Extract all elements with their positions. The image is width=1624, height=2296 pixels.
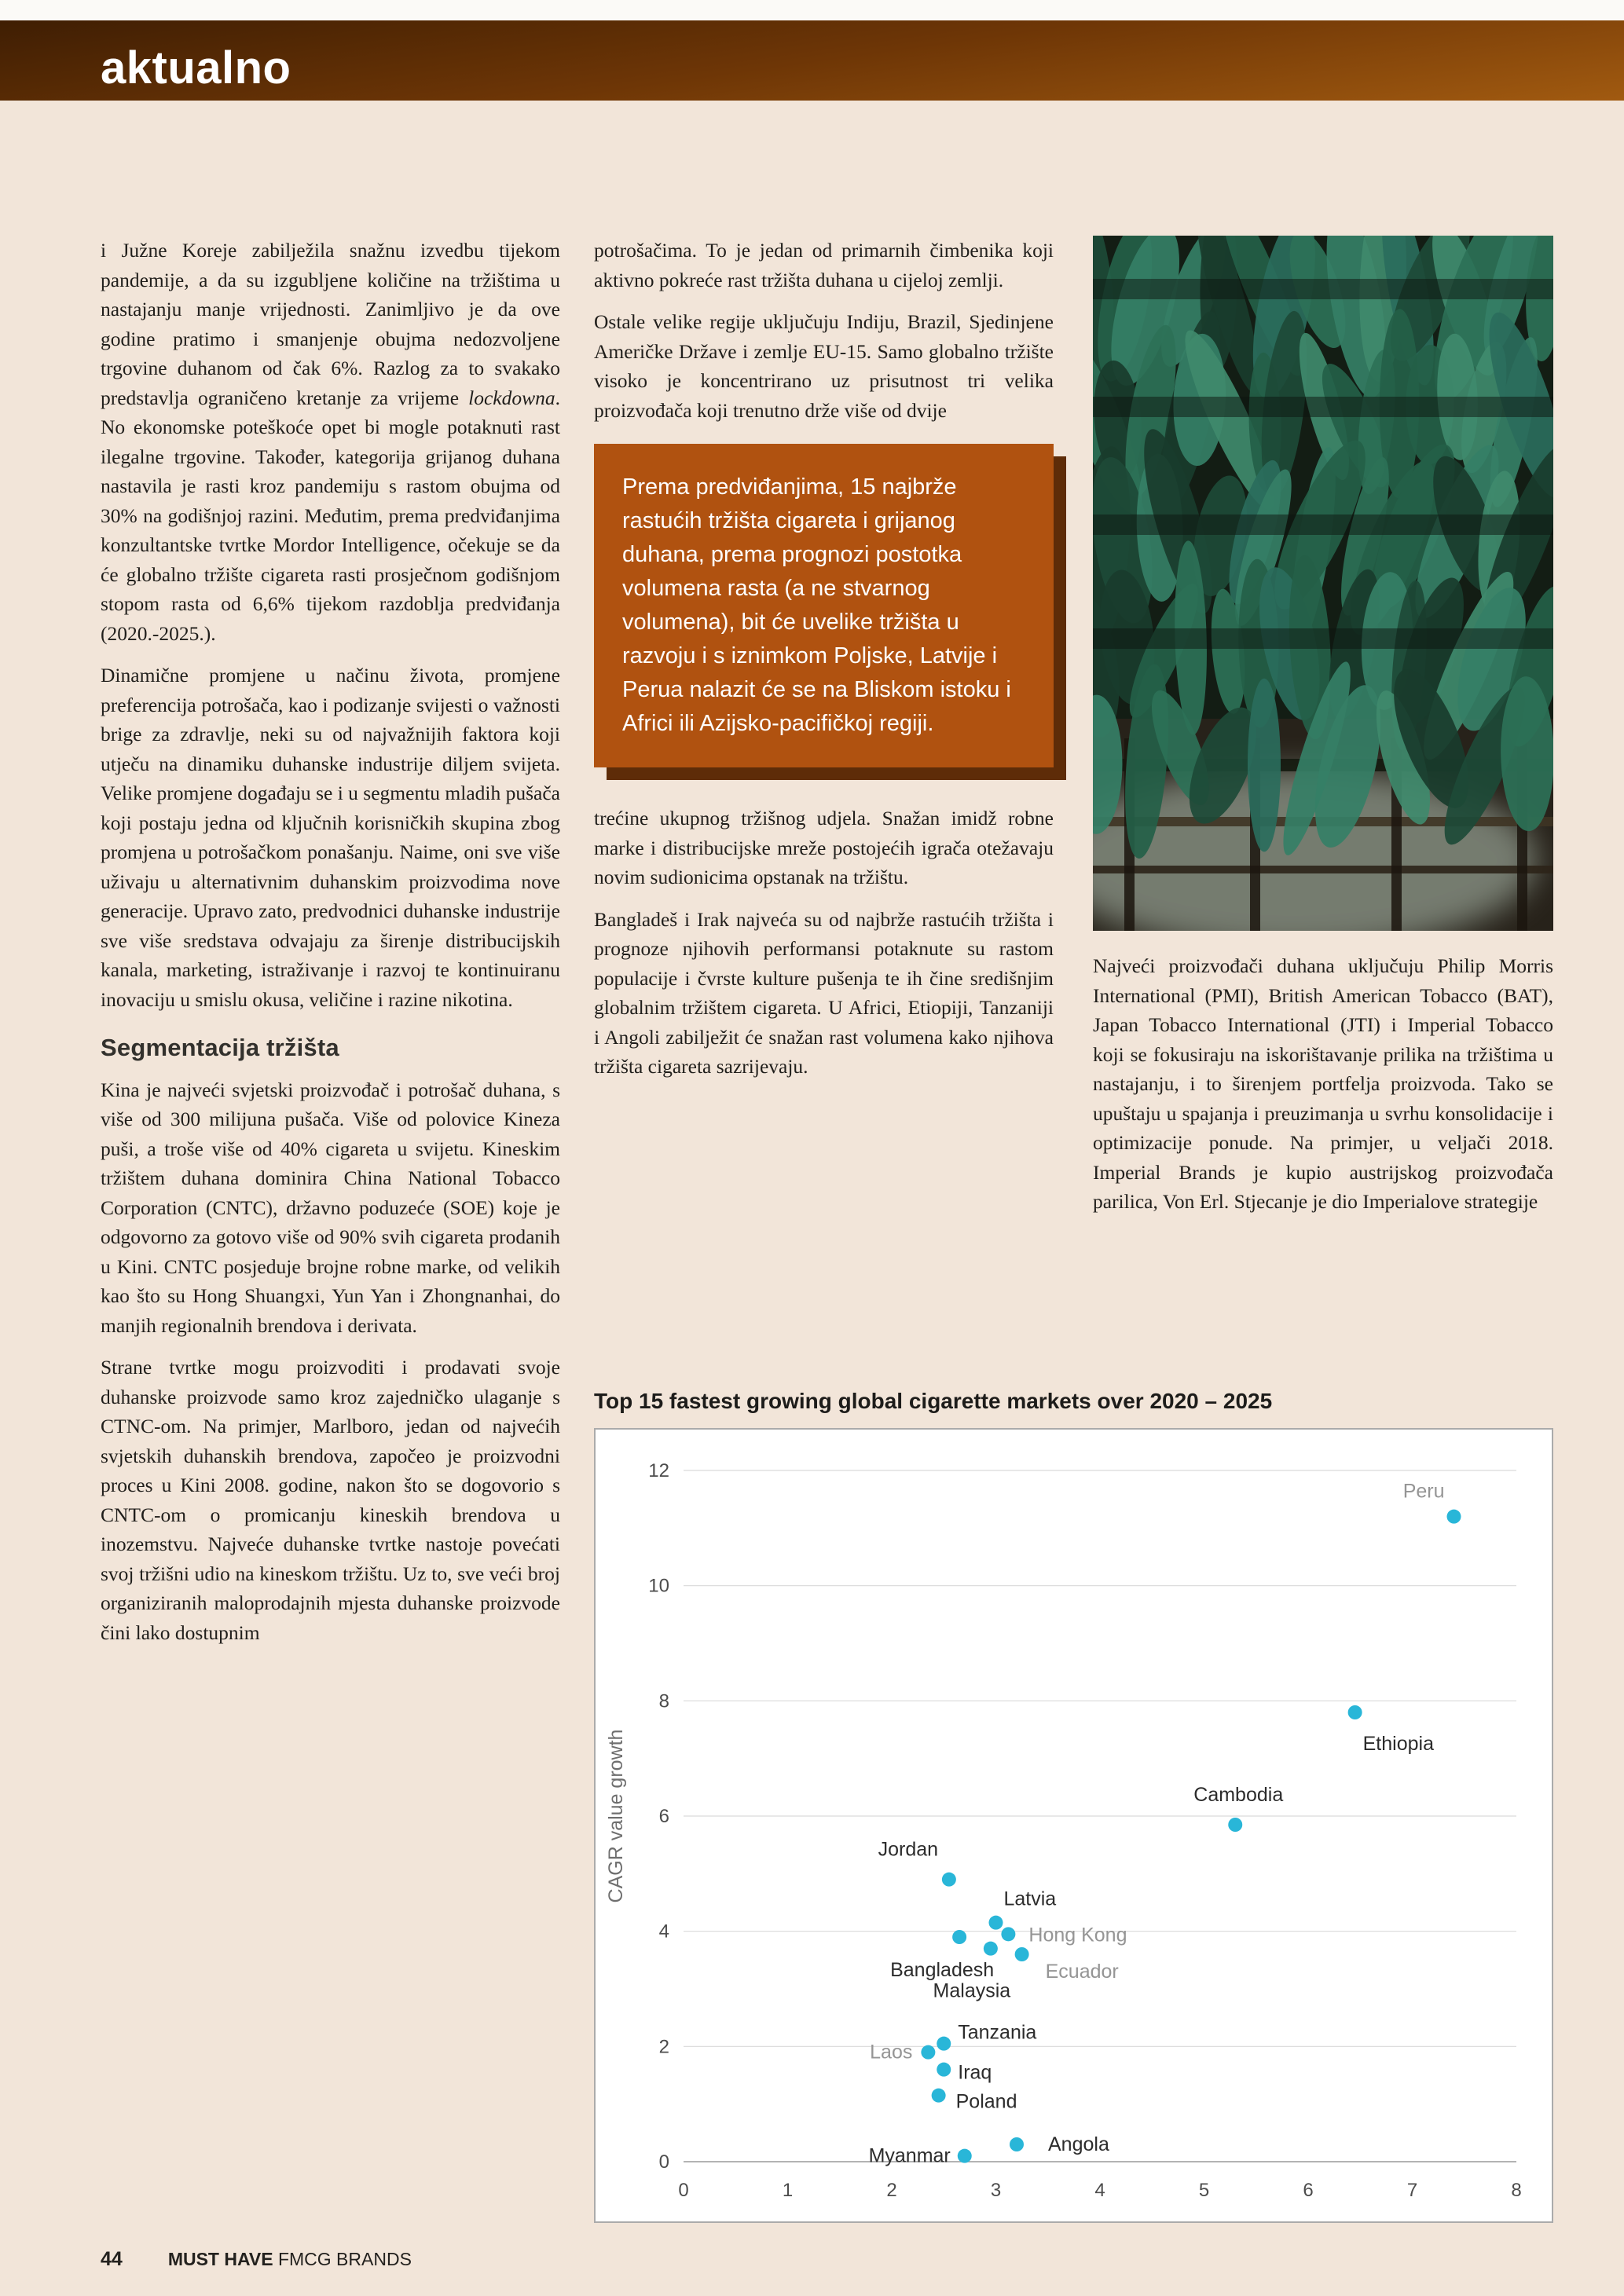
paragraph: Strane tvrtke mogu proizvoditi i prodavati svoje duhanske proizvode samo kroz zajedničko ulaganje s CTNC-om. Na primjer, Marlboro, jedan od najvećih svjetskih duhanskih brendova, započeo je proizvodni proces u Kini 2008. godine, nakon što se dogovorio s CNTC-om o promicanju kineskih brendova u inozemstvu. Najveće duhanske tvrtke nastoje povećati svoj tržišni udio na kineskom tržištu. Uz to, sve veći broj organiziranih maloprodajnih mjesta duhanske proizvode čini lako dostupnim [101, 1356, 560, 1644]
paragraph-group [101, 236, 560, 1014]
magazine-brand [168, 2249, 412, 2270]
y-tick-label: 0 [658, 2151, 669, 2173]
top-margin-strip [0, 0, 1624, 20]
page-footer [101, 2248, 412, 2271]
data-point [937, 2037, 951, 2051]
data-point [1010, 2137, 1024, 2151]
chart-box [594, 1428, 1553, 2223]
point-label: Hong Kong [1028, 1924, 1127, 1946]
paragraph-group [101, 1075, 560, 1648]
y-tick-label: 10 [648, 1575, 669, 1597]
section-title: aktualno [101, 42, 291, 93]
x-tick-label: 6 [1303, 2180, 1314, 2201]
data-point [942, 1873, 956, 1887]
y-tick-label: 12 [648, 1460, 669, 1481]
paragraph: potrošačima. To je jedan od primarnih čimbenika koji aktivno pokreće rast tržišta duhana u cijeloj zemlji. [594, 239, 1054, 291]
point-label: Latvia [1003, 1888, 1057, 1910]
subsection-heading: Segmentacija tržišta [101, 1034, 339, 1061]
point-label: Bangladesh [890, 1959, 995, 1981]
x-tick-label: 8 [1511, 2180, 1522, 2201]
point-label: Myanmar [868, 2144, 951, 2167]
y-tick-label: 8 [658, 1690, 669, 1712]
x-tick-label: 1 [782, 2180, 794, 2201]
point-label: Poland [955, 2090, 1017, 2113]
paragraph-group [1093, 951, 1553, 1217]
data-point [952, 1930, 966, 1944]
point-label: Tanzania [958, 2021, 1037, 2044]
data-point [958, 2149, 972, 2163]
point-label: Cambodia [1193, 1784, 1284, 1806]
paragraph: Ostale velike regije uključuju Indiju, Brazil, Sjedinjene Američke Države i zemlje EU-15. Samo globalno tržište visoko je koncentrirano uz prisutnost tri velika proizvođača koji trenutno drže više od dvije [594, 310, 1054, 422]
paragraph-group [594, 804, 1054, 1082]
paragraph: trećine ukupnog tržišnog udjela. Snažan imidž robne marke i distribucijske mreže postojećih igrača otežavaju novim sudionicima opstanak na tržištu. [594, 807, 1054, 888]
data-point [937, 2063, 951, 2077]
scatter-chart [596, 1430, 1552, 2221]
article-column-left [101, 236, 560, 1660]
section-header-bar [0, 20, 1624, 101]
point-label: Angola [1048, 2133, 1109, 2155]
paragraph-group [594, 236, 1054, 425]
data-point [1015, 1947, 1029, 1961]
data-point [1447, 1510, 1461, 1524]
tobacco-leaves-photo [1093, 236, 1553, 931]
x-tick-label: 5 [1198, 2180, 1210, 2201]
point-label: Ecuador [1045, 1961, 1119, 1983]
data-point [921, 2045, 935, 2060]
y-tick-label: 2 [658, 2036, 669, 2058]
data-point [1348, 1705, 1362, 1719]
y-tick-label: 6 [658, 1806, 669, 1827]
x-tick-label: 3 [990, 2180, 1002, 2201]
x-tick-label: 7 [1406, 2180, 1418, 2201]
paragraph: Kina je najveći svjetski proizvođač i potrošač duhana, s više od 300 milijuna pušača. Više od polovice Kineza puši, a troše više od 40% cigareta u svijetu. Kineskim tržištem duhana dominira China National Tobacco Corporation (CNTC), državno poduzeće (SOE) koje je odgovorno za gotovo više od 90% svih cigareta prodanih u Kini. CNTC posjeduje brojne robne marke, od velikih kao što su Hong Shuangxi, Yun Yan i Zhongnanhai, do manjih regionalnih brendova i derivata. [101, 1078, 560, 1337]
point-label: Malaysia [933, 1979, 1011, 2002]
x-tick-label: 2 [886, 2180, 897, 2201]
point-label: Iraq [958, 2061, 992, 2084]
data-point [932, 2089, 946, 2103]
point-label: Ethiopia [1362, 1733, 1434, 1755]
data-point [1001, 1927, 1015, 1941]
data-point [989, 1916, 1003, 1930]
paragraph: Najveći proizvođači duhana uključuju Philip Morris International (PMI), British American Tobacco (BAT), Japan Tobacco International (JTI) i Imperial Tobacco koji se fokusiraju na iskorištavanje prilika na tržištima u nastajanju, i to širenjem portfelja proizvoda. Tako se upuštaju u spajanja i preuzimanja u svrhu konsolidacije i optimizacije ponude. Na primjer, u veljači 2018. Imperial Brands je kupio austrijskog proizvođača parilica, Von Erl. Stjecanje je dio Imperialove strategije [1093, 954, 1553, 1213]
point-label: Jordan [878, 1838, 939, 1861]
paragraph: Dinamične promjene u načinu života, promjene preferencija potrošača, kao i podizanje svijesti o važnosti brige za zdravlje, neki su od najvažnijih faktora koji utječu na dinamiku duhanske industrije diljem svijeta. Velike promjene događaju se i u segmentu mladih pušača koji postaju jedna od ključnih korisničkih skupina zbog promjena u potrošačkom ponašanju. Naime, oni sve više uživaju u alternativnim duhanskim proizvodima nove generacije. Upravo zato, predvodnici duhanske industrije sve više sredstava odvajaju za širenje distribucijskih kanala, marketing, istraživanje i razvoj te kontinuiranu inovaciju u smislu okusa, veličine i razine nikotina. [101, 664, 560, 1011]
page-number: 44 [101, 2248, 123, 2270]
highlight-callout: Prema predviđanjima, 15 najbrže rastućih tržišta cigareta i grijanog duhana, prema prognozi postotka volumena rasta (a ne stvarnog volumena), bit će uvelike tržišta u razvoju i s iznimkom Poljske, Latvije i Perua nalazit će se na Bliskom istoku i Africi ili Azijsko-pacifičkoj regiji. [594, 444, 1054, 767]
data-point [1228, 1818, 1242, 1832]
paragraph: Bangladeš i Irak najveća su od najbrže rastućih tržišta i prognoze njihovih performansi potaknute su rastom populacije i čvrste kulture pušenja te ih čine središnjim globalnim tržištem cigareta. U Africi, Etiopiji, Tanzaniji i Angoli zabilježit će snažan rast volumena kako njihova tržišta cigareta sazrijevaju. [594, 907, 1054, 1078]
x-tick-label: 4 [1094, 2180, 1105, 2201]
chart-section [594, 1389, 1553, 2223]
article-column-right [1093, 236, 1553, 1229]
y-axis-label: CAGR value growth [605, 1729, 627, 1903]
article-column-middle [594, 236, 1054, 1094]
data-point [984, 1942, 998, 1956]
paragraph: i Južne Koreje zabilježila snažnu izvedbu tijekom pandemije, a da su izgubljene količine na tržištima u nastajanju manje vrijednosti. Zanimljivo je da ove godine pratimo i smanjenje obujma nedozvoljene trgovine duhanom od čak 6%. Razlog za to svakako predstavlja ograničeno kretanje za vrijeme lockdowna. No ekonomske poteškoće opet bi mogle potaknuti rast ilegalne trgovine. Također, kategorija grijanog duhana nastavila je rasti kroz pandemiju s rastom obujma od 30% na godišnjoj razini. Međutim, prema predviđanjima konzultantske tvrtke Mordor Intelligence, očekuje se da će globalno tržište cigareta rasti prosječnom godišnjom stopom rasta od 6,6% tijekom razdoblja predviđanja (2020.-2025.). [101, 239, 560, 645]
x-tick-label: 0 [678, 2180, 689, 2201]
point-label: Laos [870, 2041, 913, 2063]
brand-bold: MUST HAVE [167, 2249, 273, 2269]
y-tick-label: 4 [658, 1921, 669, 1943]
brand-rest: FMCG BRANDS [277, 2249, 412, 2269]
chart-title: Top 15 fastest growing global cigarette markets over 2020 – 2025 [594, 1389, 1273, 1413]
point-label: Peru [1402, 1480, 1445, 1503]
